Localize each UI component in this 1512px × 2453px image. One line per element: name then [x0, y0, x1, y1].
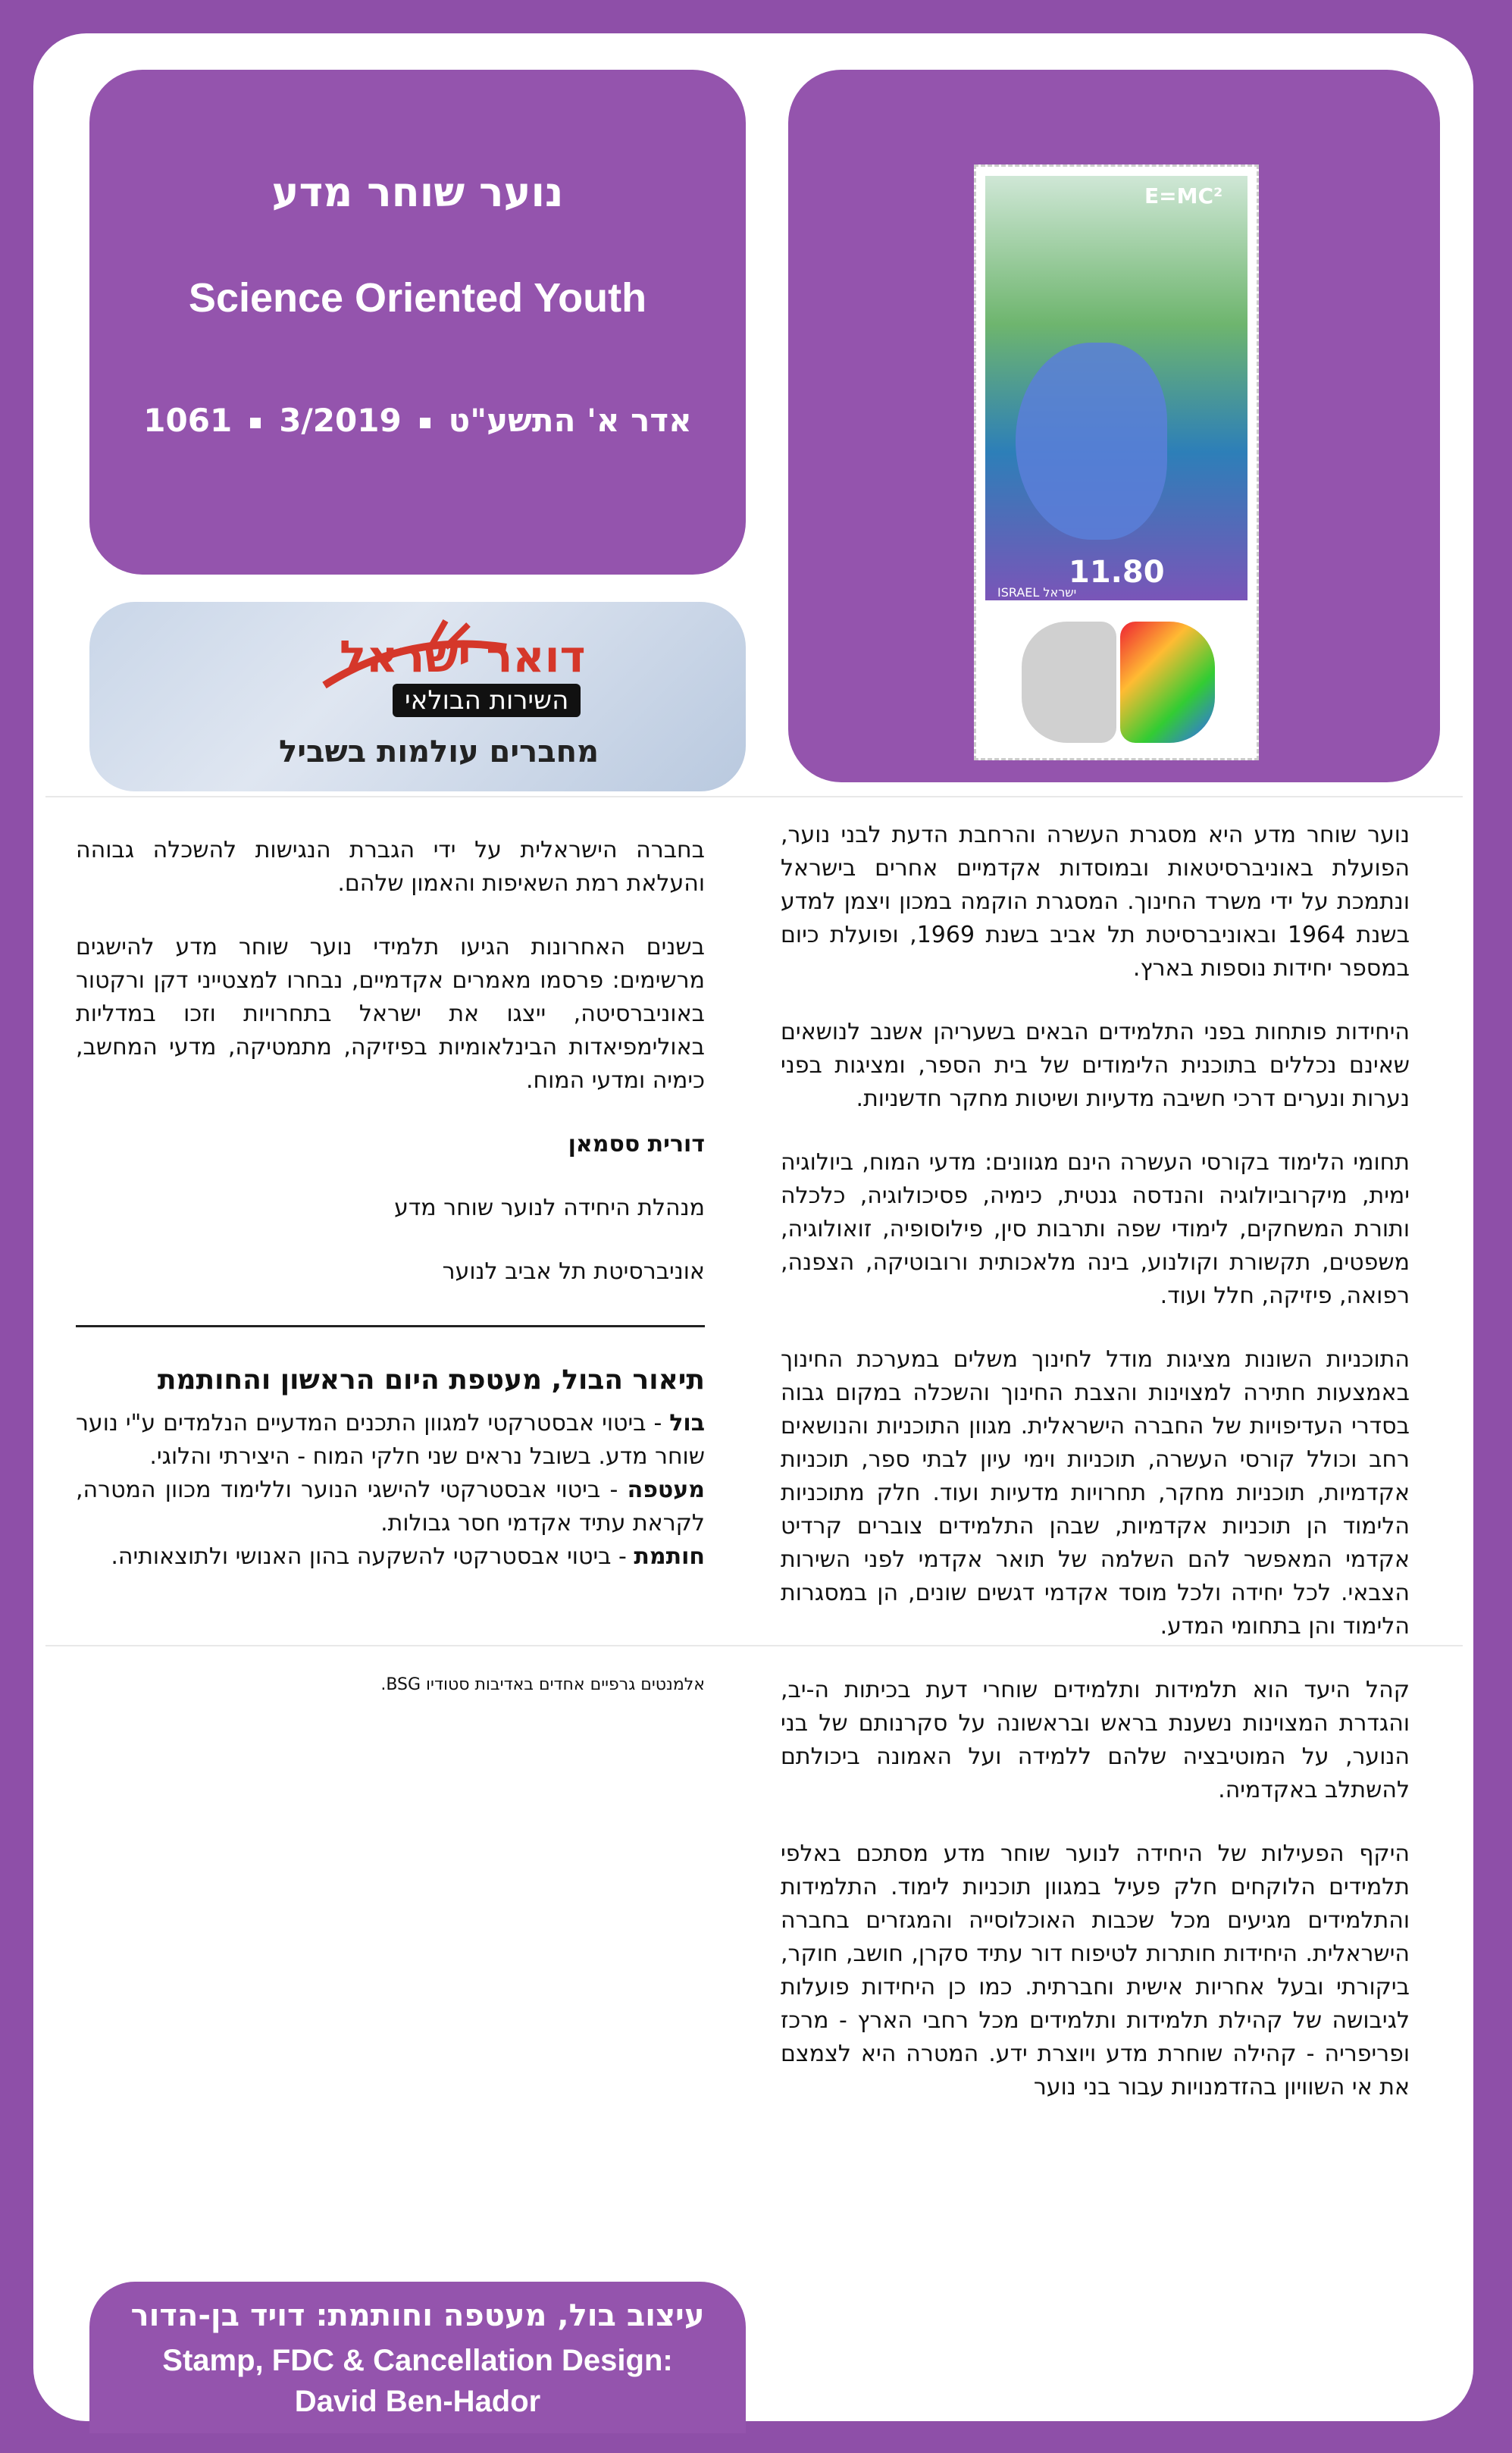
stamp-formula: E=MC² [1144, 183, 1223, 208]
signature-org: אוניברסיטת תל אביב לנוער [442, 1258, 705, 1285]
issue-date: 3/2019 [279, 402, 402, 439]
stamp-country: ISRAEL ישראל [997, 585, 1077, 600]
logo-philatelic-service: השירות הבולאי [393, 684, 581, 717]
brain-creative-icon [1120, 622, 1215, 743]
title-english: Science Oriented Youth [188, 275, 647, 321]
logo-wordmark: דואר ישראל [340, 631, 586, 682]
paragraph: היחידות פותחות בפני התלמידים הבאים בשעריהן אשנב לנושאים שאינם נכללים בתוכנית הלימודים של בית הספר, ומציגות בפני נערות ונערים דרכי חשיבה מדעיות ושיטות מחקר חדשניות. [781, 1019, 1410, 1112]
article-left-column [76, 834, 705, 1319]
israel-post-logo [89, 602, 746, 791]
signature-role: מנהלת היחידה לנוער שוחר מדע [394, 1195, 705, 1221]
paragraph: היקף הפעילות של היחידה לנוער שוחר מדע מסתכם באלפי תלמידים הלוקחים חלק פעיל במגוון תוכניות לימוד. התלמידות והתלמידים מגיעים מכל שכבות האוכלוסייה והמגזרים בחברה הישראלית. היחידות חותרות לטיפוח דור עתיד סקרן, חושב, חוקר, ביקורתי ובעל אחריות אישית וחברתית. כמו כן היחידות פועלות לגיבושה של קהילת תלמידות ותלמידים מכל רחבי הארץ - מרכז ופריפריה - קהילה שוחרת מדע ויוצרת ידע. המטרה היא לצמצם את אי השוויון בהזדמנויות עבור בני נוער [781, 1841, 1410, 2101]
signature-name: דורית ססמאן [568, 1131, 705, 1158]
design-credit-card [89, 2282, 746, 2433]
fdc-description [76, 1474, 705, 1540]
issue-number: 1061 [143, 402, 233, 439]
stamp-card [788, 70, 1440, 782]
cancel-description [76, 1540, 705, 1574]
credit-english-line2: David Ben-Hador [294, 2385, 541, 2418]
cancel-text: - ביטוי אבסטרקטי להשקעה בהון האנושי ולתוצאותיה. [111, 1543, 634, 1570]
fold-line [45, 796, 1463, 797]
section-divider [76, 1325, 705, 1327]
title-hebrew: נוער שוחר מדע [271, 168, 564, 216]
issue-hebrew-date: אדר א' התשע"ט [448, 402, 692, 439]
brain-logical-icon [1022, 622, 1116, 743]
logo-slogan: מחברים עולמות בשביל [279, 735, 599, 769]
description-body [76, 1407, 705, 1574]
fdc-label: מעטפה [627, 1477, 705, 1503]
bullet-separator [420, 418, 430, 428]
issue-line [89, 402, 746, 439]
paragraph: בחברה הישראלית על ידי הגברת הנגישות להשכלה גבוהה והעלאת רמת השאיפות והאמון שלהם. [76, 837, 705, 897]
bullet-separator [250, 418, 261, 428]
stamp-price: 11.80 [1069, 555, 1165, 590]
head-silhouette-icon [1016, 343, 1167, 540]
credit-english-line1: Stamp, FDC & Cancellation Design: [162, 2344, 673, 2377]
paragraph: נוער שוחר מדע היא מסגרת העשרה והרחבת הדעת לבני נוער, הפועלת באוניברסיטאות ובמוסדות אקדמיים אחרים בישראל ונתמכת על ידי משרד החינוך. המסגרת הוקמה במכון ויצמן למדע בשנת 1964 ובאוניברסיטת תל אביב בשנת 1969, ופועלת כיום במספר יחידות נוספות בארץ. [781, 822, 1410, 982]
stamp-artwork [985, 176, 1247, 600]
credit-hebrew: עיצוב בול, מעטפה וחותמת: דויד בן-הדור [130, 2298, 705, 2333]
article-right-column [781, 819, 1410, 2135]
paragraph: בשנים האחרונות הגיעו תלמידי נוער שוחר מדע להישגים מרשימים: פרסמו מאמרים אקדמיים, נבחרו למצטייני דקן ורקטור באוניברסיטה, ייצגו את ישראל בתחרויות וזכו במדליות באולימפיאדות הבינלאומיות בפיזיקה, מתמטיקה, מדעי המחשב, כימיה ומדעי המוח. [76, 934, 705, 1094]
stamp-label: בול [669, 1410, 705, 1436]
fdc-text: - ביטוי אבסטרקטי להישגי הנוער וללימוד מכוון המטרה, לקראת עתיד אקדמי חסר גבולות. [76, 1477, 705, 1537]
cancel-label: חותמת [634, 1543, 705, 1570]
title-card [89, 70, 746, 575]
paragraph: התוכניות השונות מציגות מודל לחינוך משלים במערכת החינוך באמצעות חתירה למצוינות והצבת החינוך והשכלה במקום גבוה בסדרי העדיפויות של החברה הישראלית. מגוון התוכניות והנושאים רחב וכולל קורסי העשרה, תוכניות וימי עיון לבתי ספר, תוכניות אקדמיות, תוכניות מחקר, תחרויות מדעיות ועוד. חלק מתוכניות הלימוד הן תוכניות אקדמיות, שבהן התלמידים צוברים קרדיט אקדמי המאפשר להם השלמה של תואר אקדמי לפני השירות הצבאי. לכל יחידה ולכל מוסד אקדמי דגשים שונים, הן במסגרות הלימוד והן בתחומי המדע. [781, 1346, 1410, 1640]
paragraph: תחומי הלימוד בקורסי העשרה הינם מגוונים: מדעי המוח, ביולוגיה ימית, מיקרוביולוגיה והנדסה גנטית, כימיה, פסיכולוגיה, כלכלה ותורת המשחקים, לימודי שפה ותרבות סין, פילוסופיה, זואולוגיה, משפטים, תקשורת וקולנוע, בינה מלאכותית ורובוטיקה, הצפנה, רפואה, פיזיקה, חלל ועוד. [781, 1149, 1410, 1309]
stamp-text: - ביטוי אבסטרקטי למגוון התכנים המדעיים הנלמדים ע"י נוער שוחר מדע. בשובל נראים שני חלקי המוח - היצירתי והלוגי. [76, 1410, 705, 1470]
stamp-description [76, 1407, 705, 1474]
paragraph: קהל היעד הוא תלמידות ותלמידים שוחרי דעת בכיתות ה-יב, והגדרת המצוינות נשענת בראש ובראשונה על סקרנותם של בני הנוער, על המוטיבציה שלהם ללמידה ועל האמונה ביכולתם להשתלב באקדמיה. [781, 1677, 1410, 1803]
description-title: תיאור הבול, מעטפת היום הראשון והחותמת [157, 1364, 705, 1396]
stamp-image [974, 164, 1259, 760]
graphics-credit-note: אלמנטים גרפיים אחדים באדיבות סטודיו BSG. [380, 1675, 705, 1694]
